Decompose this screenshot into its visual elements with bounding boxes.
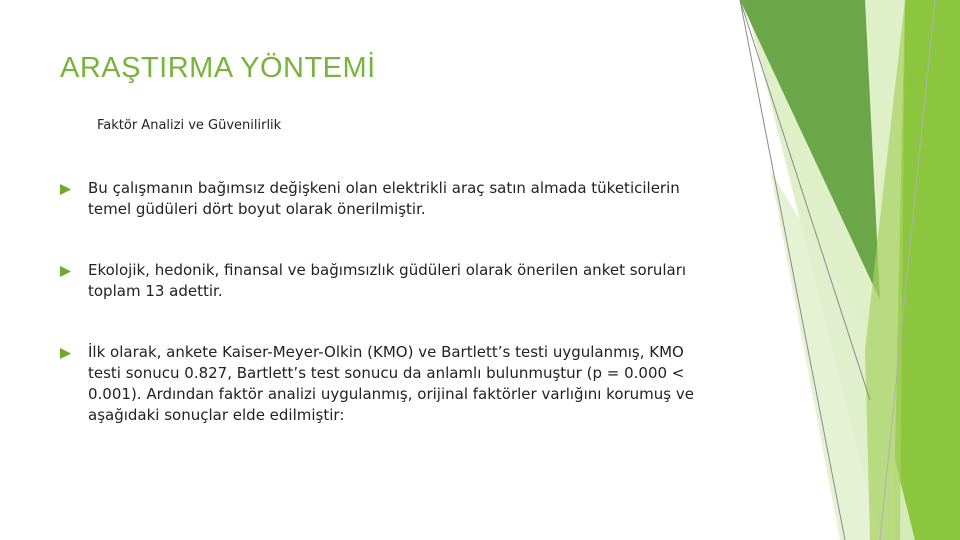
bullet-item <box>60 178 720 220</box>
slide-title: ARAŞTIRMA YÖNTEMİ <box>60 52 376 84</box>
bullet-text: Bu çalışmanın bağımsız değişkeni olan elektrikli araç satın almada tüketicilerin temel güdüleri dört boyut olarak önerilmiştir. <box>88 179 680 218</box>
bullet-item <box>60 342 720 426</box>
green-triangle-bullet-icon <box>60 266 71 277</box>
slide-subtitle: Faktör Analizi ve Güvenilirlik <box>97 118 282 133</box>
green-triangle-bullet-icon <box>60 348 71 359</box>
bullet-list <box>60 178 720 426</box>
bullet-text: İlk olarak, ankete Kaiser-Meyer-Olkin (KMO) ve Bartlett’s testi uygulanmış, KMO testi sonucu 0.827, Bartlett’s test sonucu da anlamlı bulunmuştur (p = 0.000 < 0.001). Ardından faktör analizi uygulanmış, orijinal faktörler varlığını korumuş ve aşağıdaki sonuçlar elde edilmiştir: <box>88 343 694 424</box>
bullet-item <box>60 260 720 302</box>
green-triangle-bullet-icon <box>60 184 71 195</box>
bullet-text: Ekolojik, hedonik, finansal ve bağımsızlık güdüleri olarak önerilen anket soruları toplam 13 adettir. <box>88 261 687 300</box>
